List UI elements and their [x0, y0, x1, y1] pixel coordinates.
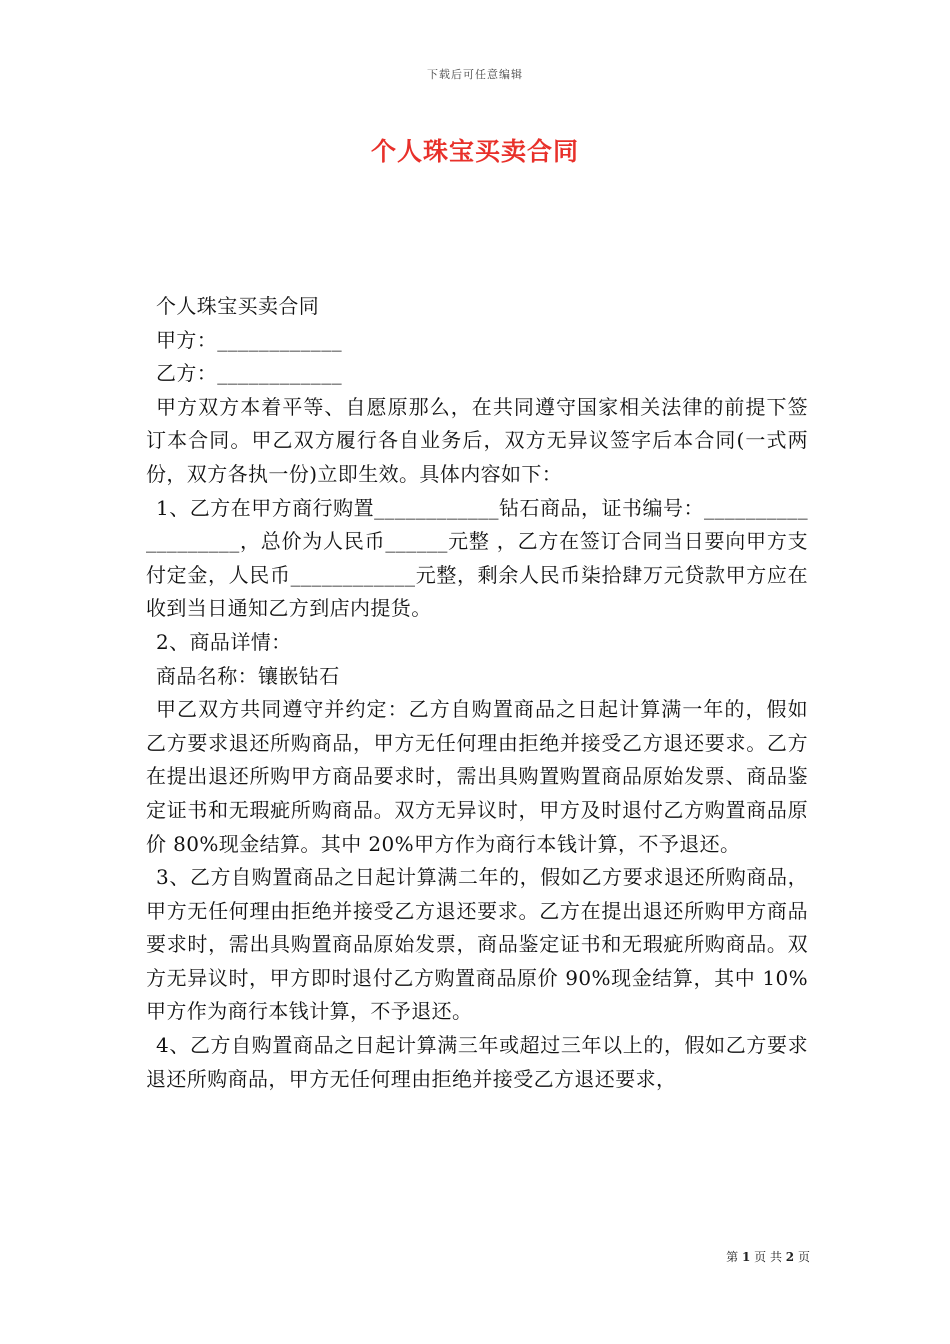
document-title: 个人珠宝买卖合同 [370, 137, 579, 166]
page-number [700, 1248, 810, 1265]
paragraph-party-b: 乙方：____________ [156, 361, 342, 386]
paragraph-clause-4: 4、乙方自购置商品之日起计算满三年或超过三年以上的，假如乙方要求退还所购商品，甲方无任何理由拒绝并接受乙方退还要求， [146, 1033, 808, 1091]
paragraph-clause-2: 2、商品详情： [156, 629, 292, 654]
header-note: 下载后可任意编辑 [427, 68, 523, 81]
paragraph-heading: 个人珠宝买卖合同 [156, 294, 320, 318]
paragraph-product-name: 商品名称：镶嵌钻石 [156, 663, 340, 688]
paragraph-clause-1: 1、乙方在甲方商行购置____________钻石商品，证书编号：___________________，总价为人民币______元整 ，乙方在签订合同当日要向甲方支付定金，人民币____________元整，剩余人民币柒拾肆万元贷款甲方应在收到当日通知乙方到店内提货。 [146, 495, 808, 621]
total-pages: 2 [785, 1250, 795, 1264]
paragraph-clause-3: 3、乙方自购置商品之日起计算满二年的，假如乙方要求退还所购商品，甲方无任何理由拒绝并接受乙方退还要求。乙方在提出退还所购甲方商品要求时，需出具购置商品原始发票，商品鉴定证书和无瑕疵所购商品。双方无异议时，甲方即时退付乙方购置商品原价 90%现金结算，其中 10%甲方作为商行本钱计算，不予退还。 [146, 865, 808, 1024]
page-suffix: 页 [797, 1250, 810, 1264]
document-body [146, 290, 808, 1096]
paragraph-party-a: 甲方：____________ [156, 327, 342, 352]
page-prefix: 第 [726, 1250, 739, 1264]
paragraph-agreement: 甲乙双方共同遵守并约定：乙方自购置商品之日起计算满一年的，假如乙方要求退还所购商品，甲方无任何理由拒绝并接受乙方退还要求。乙方在提出退还所购甲方商品要求时，需出具购置购置商品原始发票、商品鉴定证书和无瑕疵所购商品。双方无异议时，甲方及时退付乙方购置商品原价 80%现金结算。其中 20%甲方作为商行本钱计算，不予退还。 [146, 697, 808, 856]
paragraph-preamble: 甲方双方本着平等、自愿原那么，在共同遵守国家相关法律的前提下签订本合同。甲乙双方履行各自业务后，双方无异议签字后本合同(一式两份，双方各执一份)立即生效。具体内容如下： [146, 394, 808, 486]
current-page: 1 [741, 1250, 751, 1264]
page-middle: 页 共 [754, 1250, 782, 1264]
